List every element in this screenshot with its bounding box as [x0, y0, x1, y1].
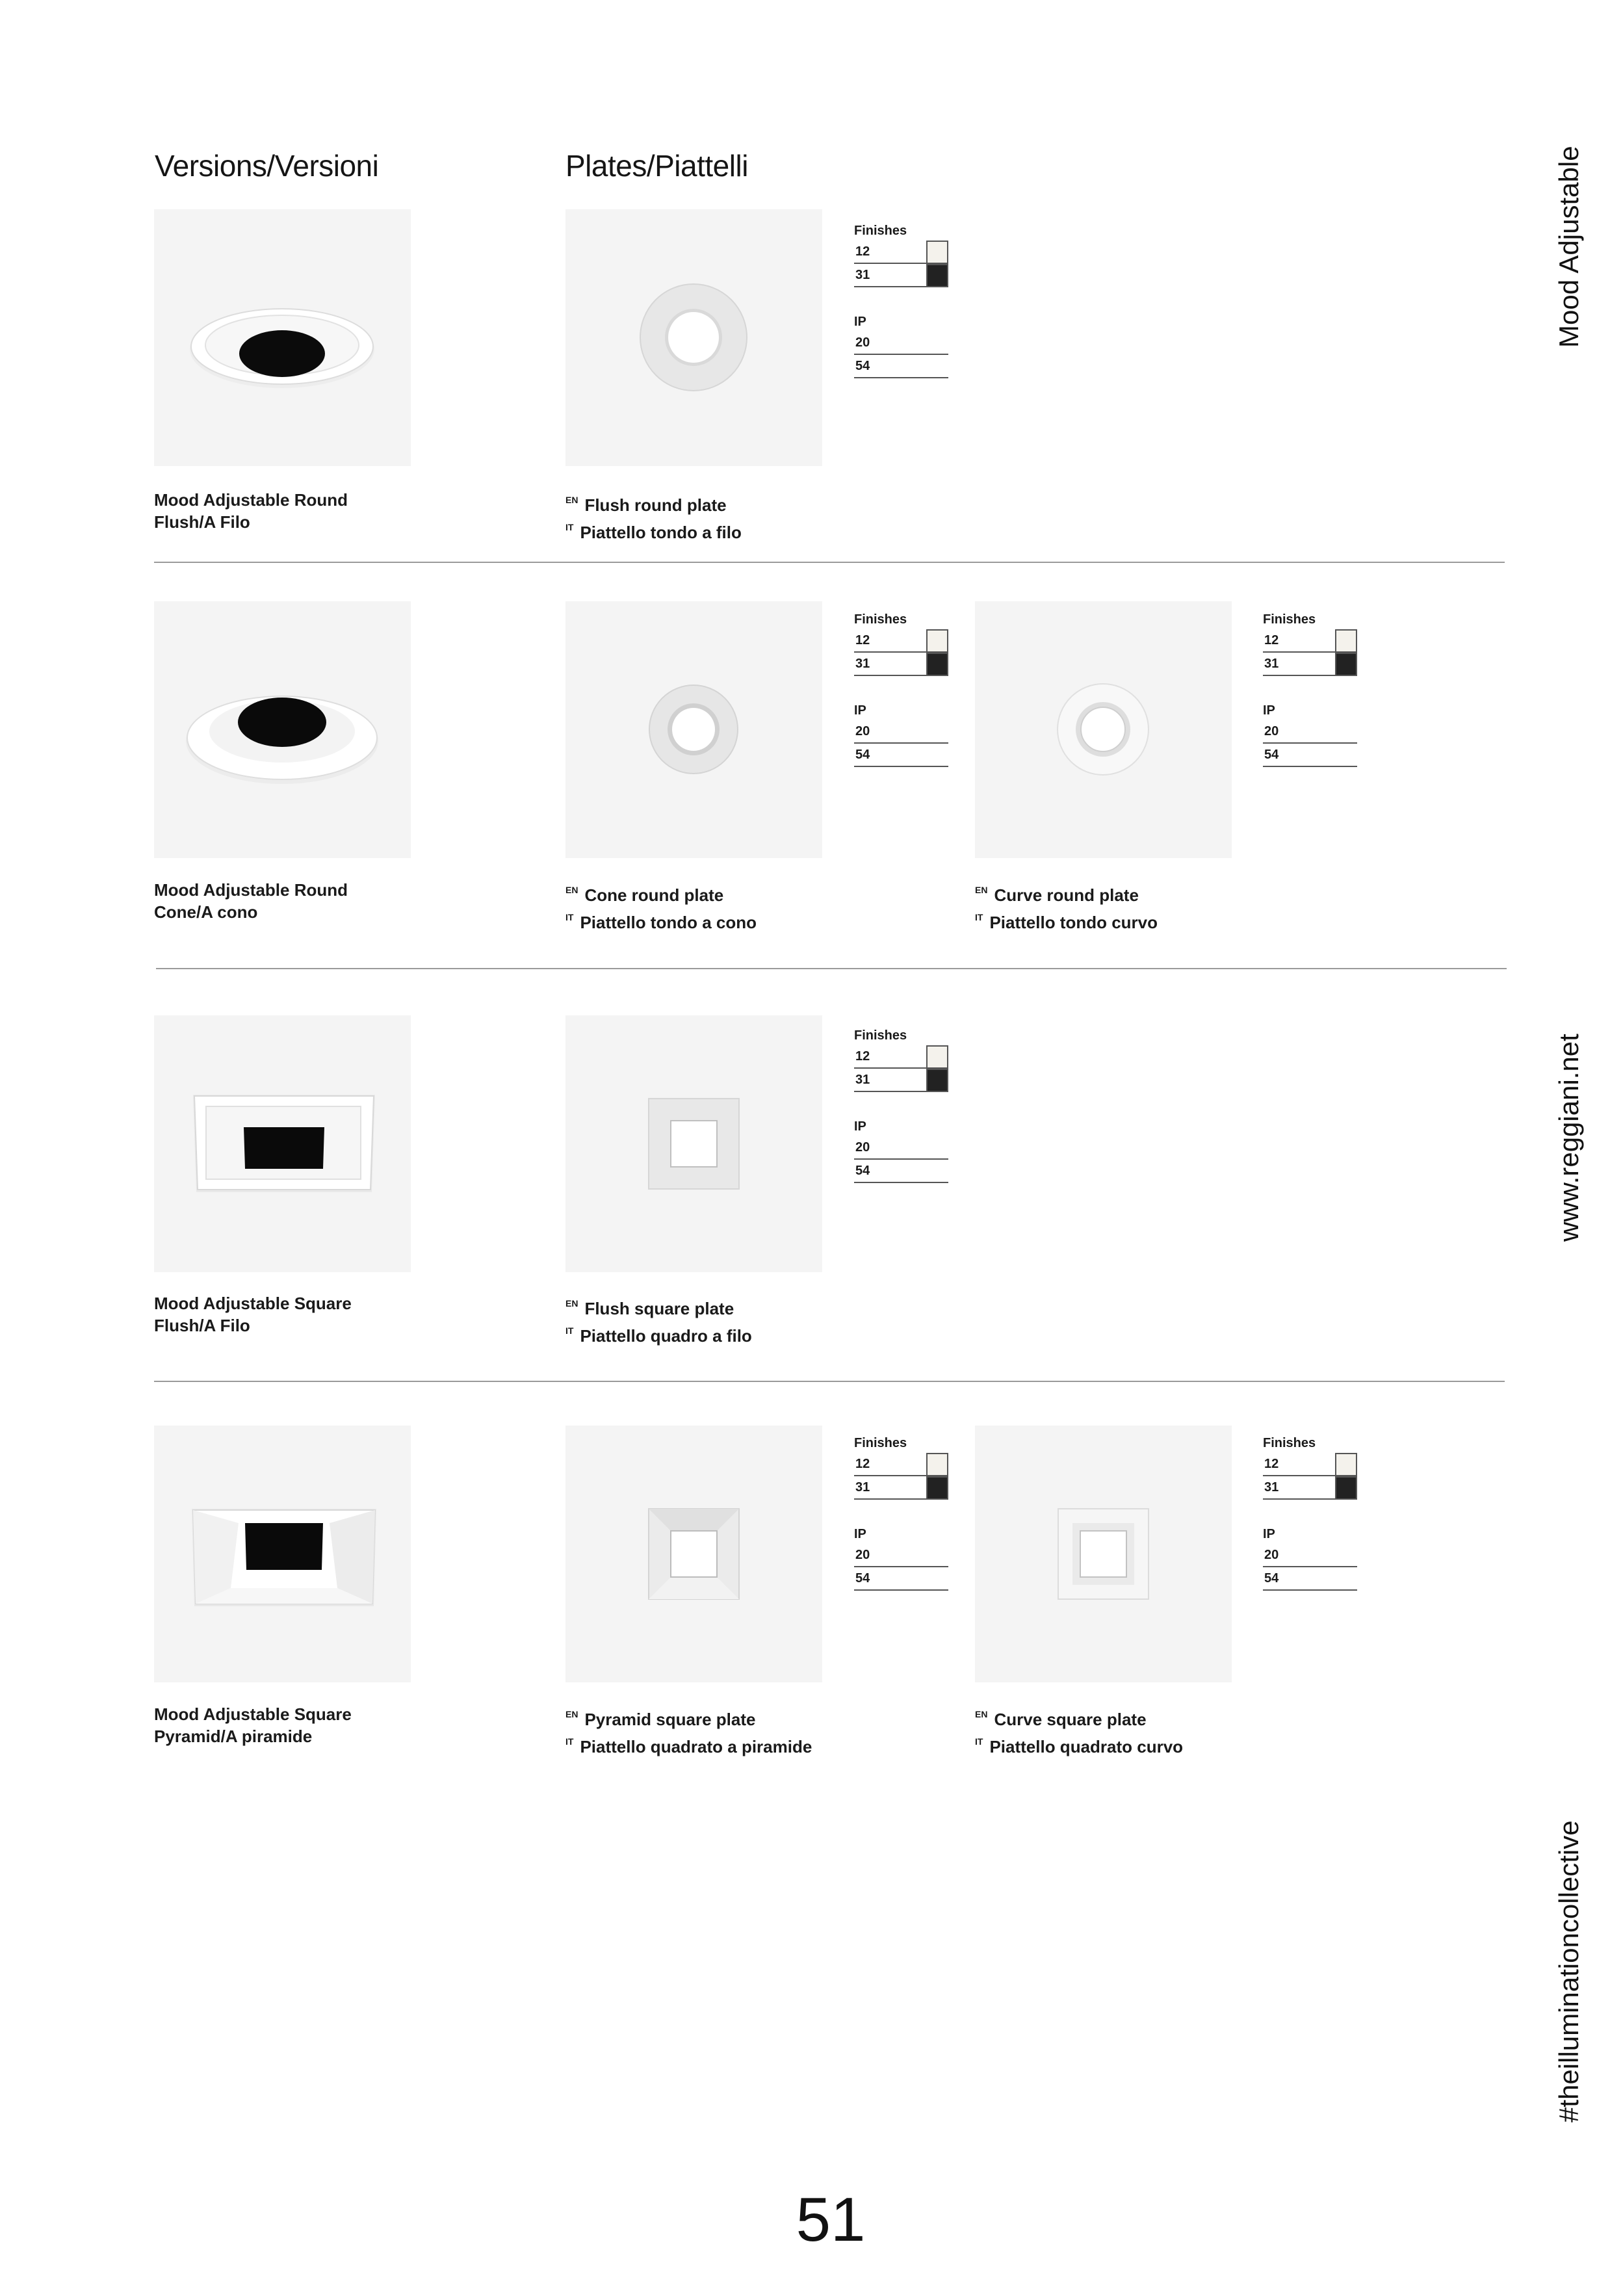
- page-number: 51: [796, 2185, 866, 2254]
- divider: [154, 1381, 1505, 1382]
- finish-swatch-12: [1335, 629, 1357, 651]
- version-caption: Mood Adjustable Square Flush/A Filo: [154, 1294, 352, 1335]
- version-caption: Mood Adjustable Square Pyramid/A piramide: [154, 1704, 352, 1746]
- plate-caption: $^{EN}$ Flush square plate $^{IT}$ Piattello quadro a filo: [565, 1298, 752, 1346]
- product-image-square-flush: [154, 1015, 411, 1272]
- product-image-round-cone: [154, 601, 411, 858]
- plate-caption: $^{EN}$ Curve square plate $^{IT}$ Piattello quadrato curvo: [975, 1709, 1184, 1756]
- spec-table: Finishes 12 31 IP 20 54: [1263, 610, 1357, 767]
- plate-caption: $^{EN}$ Pyramid square plate $^{IT}$ Piattello quadrato a piramide: [565, 1709, 812, 1756]
- finish-swatch-12: [926, 241, 948, 263]
- plate-caption: $^{EN}$ Flush round plate $^{IT}$ Piattello tondo a filo: [565, 495, 742, 542]
- plate-image-cone-round: [565, 601, 822, 858]
- spec-table: Finishes 12 31 IP 20 54: [854, 610, 948, 767]
- plate-image-flush-square: [565, 1015, 822, 1272]
- plate-caption: $^{EN}$ Curve round plate $^{IT}$ Piattello tondo curvo: [975, 885, 1158, 932]
- versions-heading: Versions/Versioni: [155, 149, 379, 183]
- finish-swatch-12: [926, 1045, 948, 1067]
- finish-swatch-31: [926, 1069, 948, 1091]
- website-link[interactable]: www.reggiani.net: [1553, 1034, 1584, 1242]
- divider: [154, 562, 1505, 563]
- hashtag: #theilluminationcollective: [1553, 1820, 1584, 2122]
- plate-image-curve-round: [975, 601, 1232, 858]
- spec-table: Finishes 12 31 IP 20 54: [854, 1026, 948, 1183]
- finish-swatch-31: [926, 653, 948, 675]
- finish-swatch-31: [1335, 653, 1357, 675]
- plates-heading: Plates/Piattelli: [565, 149, 748, 183]
- side-title: Mood Adjustable: [1553, 146, 1584, 348]
- finish-swatch-12: [926, 629, 948, 651]
- version-caption: Mood Adjustable Round Flush/A Filo: [154, 490, 348, 532]
- finish-swatch-31: [1335, 1476, 1357, 1498]
- product-image-round-flush: [154, 209, 411, 466]
- divider: [156, 968, 1507, 969]
- finish-swatch-12: [1335, 1453, 1357, 1475]
- product-image-square-pyramid: [154, 1426, 411, 1682]
- finish-swatch-31: [926, 264, 948, 286]
- spec-table: Finishes 12 31 IP 20 54: [1263, 1433, 1357, 1591]
- plate-caption: $^{EN}$ Cone round plate $^{IT}$ Piattello tondo a cono: [565, 885, 757, 932]
- plate-image-curve-square: [975, 1426, 1232, 1682]
- plate-image-flush-round: [565, 209, 822, 466]
- finish-swatch-31: [926, 1476, 948, 1498]
- finish-swatch-12: [926, 1453, 948, 1475]
- version-caption: Mood Adjustable Round Cone/A cono: [154, 880, 348, 922]
- plate-image-pyramid-square: [565, 1426, 822, 1682]
- spec-table: Finishes 12 31 IP 20 54: [854, 221, 948, 378]
- spec-table: Finishes 12 31 IP 20 54: [854, 1433, 948, 1591]
